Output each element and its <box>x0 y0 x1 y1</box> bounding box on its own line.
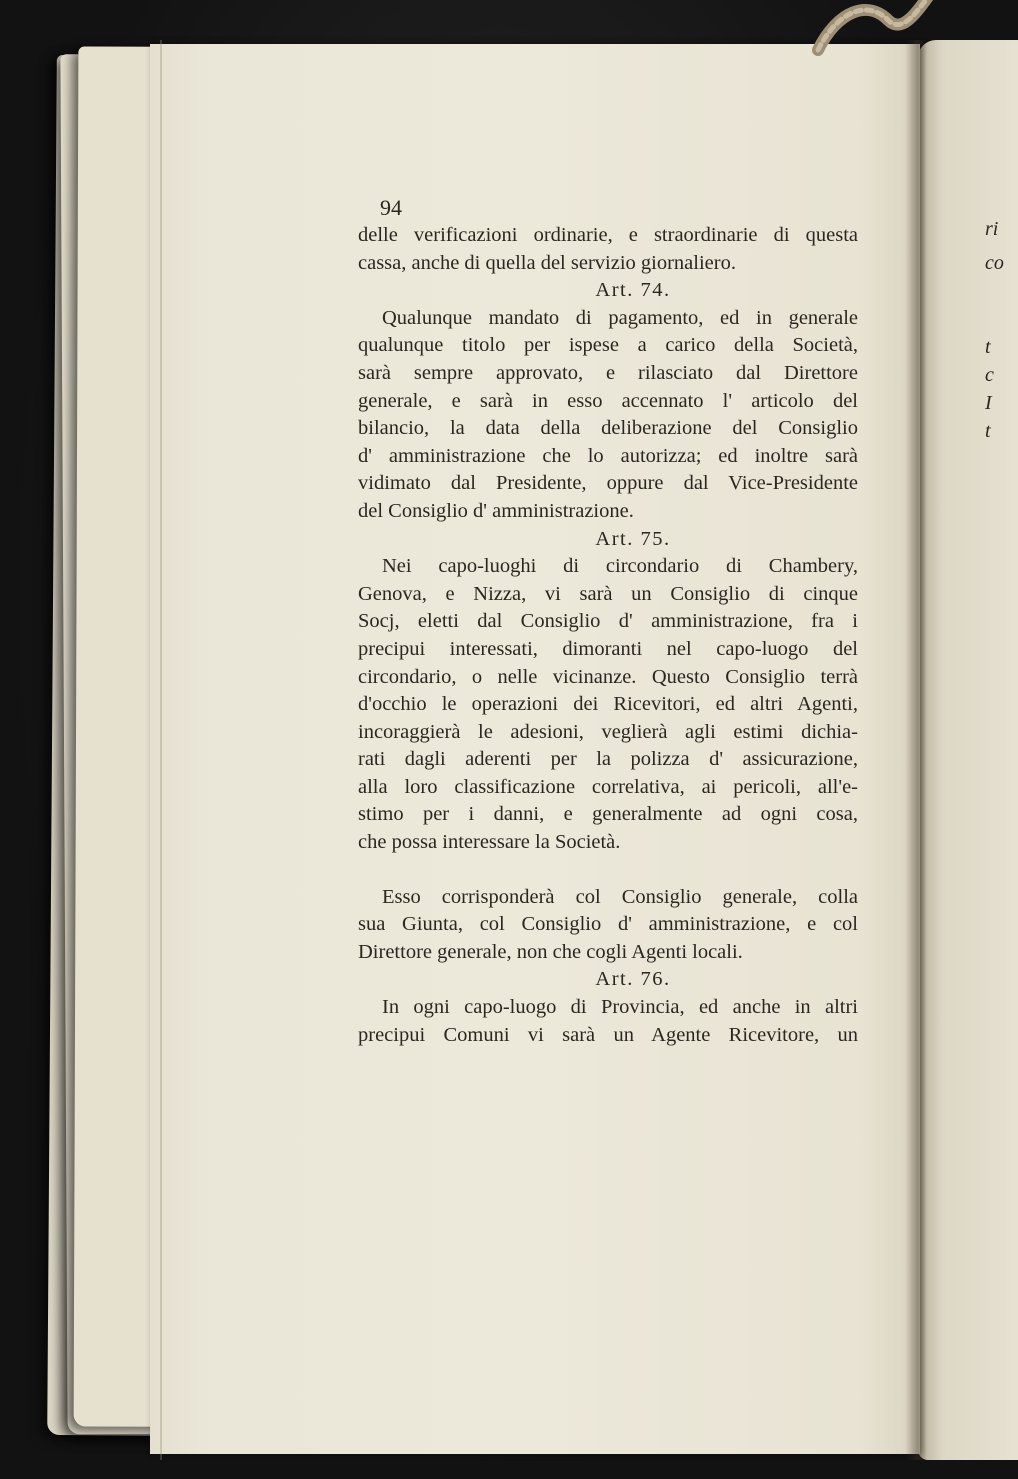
page-number: 94 <box>380 195 402 220</box>
text-line: sarà sempre approvato, e rilasciato dal Direttore <box>358 361 858 384</box>
facing-page-fragment: ri <box>985 218 999 240</box>
article-heading: Art. 75. <box>595 527 671 550</box>
text-line: del Consiglio d' amministrazione. <box>358 499 634 522</box>
text-line: vidimato dal Presidente, oppure dal Vice-Presidente <box>358 472 858 495</box>
text-line: Socj, eletti dal Consiglio d' amministrazione, fra i <box>358 610 858 633</box>
text-line: stimo per i danni, e generalmente ad ogni cosa, <box>358 803 858 826</box>
book-gutter <box>905 40 927 1460</box>
text-line: generale, e sarà in esso accennato l' articolo del <box>358 389 858 412</box>
facing-page-fragment: I <box>985 392 992 414</box>
text-line: cassa, anche di quella del servizio giornaliero. <box>358 251 736 274</box>
text-line: bilancio, la data della deliberazione del Consiglio <box>358 417 858 440</box>
binding-twine-icon <box>808 0 938 60</box>
text-line: Genova, e Nizza, vi sarà un Consiglio di cinque <box>358 582 858 605</box>
page-inner-edge <box>160 40 162 1460</box>
text-line: Nei capo-luoghi di circondario di Chambery, <box>382 555 858 578</box>
facing-page-fragment: co <box>985 252 1004 274</box>
facing-page-fragment: t <box>985 336 991 358</box>
paragraph-gap <box>358 857 858 884</box>
page-text <box>358 196 858 1049</box>
text-line: Esso corrisponderà col Consiglio generale, colla <box>382 885 858 908</box>
text-line: precipui interessati, dimoranti nel capo-luogo del <box>358 637 858 660</box>
text-line: rati dagli aderenti per la polizza d' assicurazione, <box>358 748 858 771</box>
facing-page-fragment: c <box>985 364 994 386</box>
text-line: alla loro classificazione correlativa, ai pericoli, all'e- <box>358 775 858 798</box>
text-line: d'occhio le operazioni dei Ricevitori, ed altri Agenti, <box>358 693 858 716</box>
text-line: Direttore generale, non che cogli Agenti locali. <box>358 940 743 963</box>
text-line: In ogni capo-luogo di Provincia, ed anche in altri <box>382 996 858 1019</box>
text-line: d' amministrazione che lo autorizza; ed inoltre sarà <box>358 444 858 467</box>
text-line: Qualunque mandato di pagamento, ed in generale <box>382 306 858 329</box>
text-line: circondario, o nelle vicinanze. Questo Consiglio terrà <box>358 665 858 688</box>
text-line: sua Giunta, col Consiglio d' amministrazione, e col <box>358 913 858 936</box>
text-line: che possa interessare la Società. <box>358 831 621 854</box>
article-heading: Art. 76. <box>595 968 671 991</box>
text-line: qualunque titolo per ispese a carico della Società, <box>358 334 858 357</box>
facing-page-fragment: t <box>985 420 991 442</box>
article-heading: Art. 74. <box>595 279 671 302</box>
text-line: delle verificazioni ordinarie, e straordinarie di questa <box>358 224 858 246</box>
text-line: precipui Comuni vi sarà un Agente Ricevitore, un <box>358 1023 858 1046</box>
text-line: incoraggierà le adesioni, veglierà agli estimi dichia- <box>358 720 858 743</box>
